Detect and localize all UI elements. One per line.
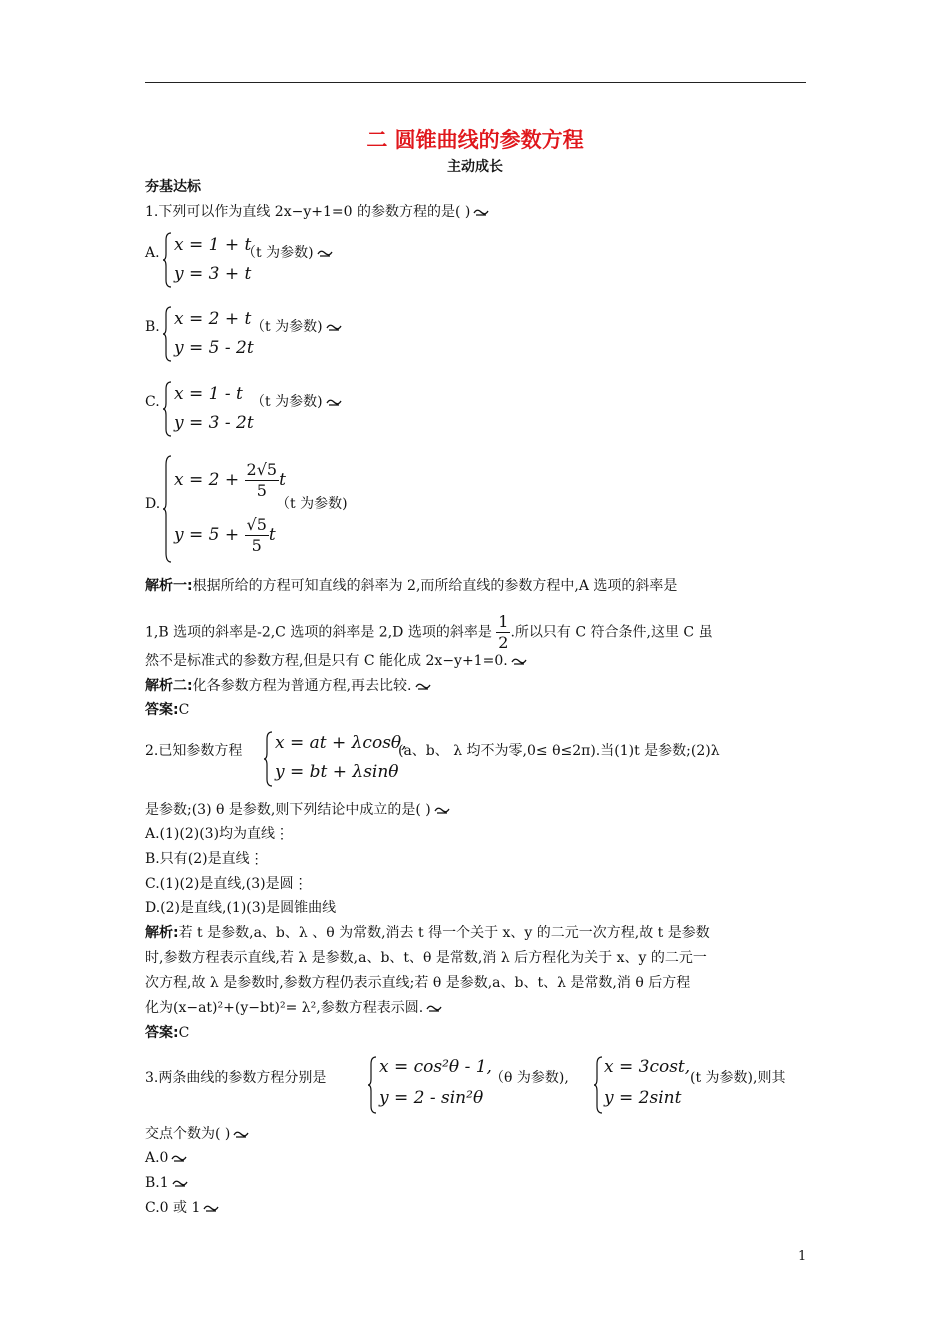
section-label: 夯基达标 — [145, 179, 201, 195]
q1-option-d-eq2-pre: y = 5 + — [174, 525, 240, 545]
q1-option-b-param-text: （t 为参数) — [251, 319, 323, 335]
q3-option-a-text: A.0 — [145, 1150, 169, 1166]
analysis-text: 化各参数方程为普通方程,再去比较. — [192, 678, 412, 694]
brace-icon — [263, 731, 273, 787]
q2-analysis-line3: 次方程,故 λ 是参数时,参数方程仍表示直线;若 θ 是参数,a、b、t、λ 是常数,消 θ 后方程 — [145, 975, 691, 991]
q1-stem-text: 1.下列可以作为直线 2x−y+1=0 的参数方程的是( ) — [145, 204, 471, 220]
q2-stem-post: (a、b、 λ 均不为零,0≤ θ≤2π).当(1)t 是参数;(2)λ — [398, 743, 720, 759]
q2-answer — [145, 1023, 189, 1043]
page-number: 1 — [798, 1249, 807, 1264]
q1-stem — [145, 202, 489, 222]
q2-eq2: y = bt + λsinθ — [275, 762, 399, 782]
answer-label: 答案: — [145, 702, 179, 718]
q1-option-d-eq1-pre: x = 2 + — [174, 470, 240, 490]
q1-option-b-param — [251, 317, 342, 337]
header-rule — [145, 82, 806, 83]
q2-analysis-line2: 时,参数方程表示直线,若 λ 是参数,a、b、t、θ 是常数,消 λ 后方程化为关于 x、y 的二元一 — [145, 950, 707, 966]
q1-analysis2 — [145, 676, 431, 696]
slope-fraction — [496, 612, 510, 653]
q3-option-c — [145, 1198, 219, 1218]
analysis-text: 1,B 选项的斜率是-2,C 选项的斜率是 2,D 选项的斜率是 — [145, 624, 492, 641]
q1-option-a-eq1: x = 1 + t — [174, 235, 252, 255]
analysis-text: 根据所给的方程可知直线的斜率为 2,而所给直线的参数方程中,A 选项的斜率是 — [192, 578, 678, 594]
mark-icon — [233, 1129, 249, 1139]
mark-icon — [171, 1153, 187, 1163]
mark-icon — [326, 397, 342, 407]
fraction-numerator: √5 — [246, 515, 267, 534]
q1-analysis1-line2 — [145, 612, 713, 653]
answer-value: C — [178, 1025, 190, 1041]
q1-option-d-eq2 — [174, 515, 276, 556]
q3-system-b-eq2: y = 2sint — [604, 1088, 682, 1108]
answer-value: C — [178, 702, 190, 718]
brace-icon — [162, 232, 172, 288]
brace-icon — [162, 455, 172, 563]
mark-icon — [326, 322, 342, 332]
q1-option-c-param — [251, 392, 342, 412]
analysis-text: 化为(x−at)²+(y−bt)²= λ²,参数方程表示圆. — [145, 1000, 424, 1016]
q2-stem-line2 — [145, 800, 450, 820]
q1-option-c-eq2: y = 3 - 2t — [174, 413, 254, 433]
q1-option-d-eq1-post: t — [279, 470, 286, 490]
q3-stem-line2-text: 交点个数为( ) — [145, 1126, 231, 1142]
brace-icon — [593, 1056, 603, 1114]
analysis-text: 若 t 是参数,a、b、λ 、θ 为常数,消去 t 得一个关于 x、y 的二元一次方程,故 t 是参数 — [178, 925, 710, 941]
analysis-label: 解析: — [145, 925, 179, 941]
mark-icon — [317, 248, 333, 258]
mark-icon — [426, 1003, 442, 1013]
mark-icon — [203, 1203, 219, 1213]
analysis-text: .所以只有 C 符合条件,这里 C 虽 — [510, 624, 713, 641]
q3-option-b-text: B.1 — [145, 1175, 169, 1191]
q1-analysis1-line3 — [145, 651, 527, 671]
q3-system-a-eq1: x = cos²θ - 1, — [379, 1057, 492, 1077]
mark-icon — [473, 207, 489, 217]
mark-icon — [172, 1178, 188, 1188]
q2-stem-pre: 2.已知参数方程 — [145, 743, 243, 759]
q2-eq1: x = at + λcosθ, — [275, 733, 407, 753]
fraction-denominator: 5 — [256, 481, 267, 500]
q3-option-c-text: C.0 或 1 — [145, 1200, 201, 1216]
mark-icon — [415, 681, 431, 691]
page-subtitle: 主动成长 — [447, 159, 503, 175]
q2-option-c: C.(1)(2)是直线,(3)是圆⋮ — [145, 876, 308, 892]
q3-stem-line2 — [145, 1124, 249, 1144]
answer-label: 答案: — [145, 1025, 179, 1041]
q3-stem-pre: 3.两条曲线的参数方程分别是 — [145, 1070, 327, 1086]
fraction-numerator: 1 — [498, 612, 509, 631]
q2-option-d: D.(2)是直线,(1)(3)是圆锥曲线 — [145, 900, 337, 916]
fraction-denominator: 2 — [498, 633, 509, 652]
mark-icon — [511, 656, 527, 666]
q1-option-a-eq2: y = 3 + t — [174, 264, 252, 284]
q2-stem-line2-text: 是参数;(3) θ 是参数,则下列结论中成立的是( ) — [145, 802, 431, 818]
q3-system-b-eq1: x = 3cost, — [604, 1057, 691, 1077]
q1-analysis1-line1 — [145, 576, 677, 596]
q2-analysis-line4 — [145, 998, 442, 1018]
q1-option-d-eq2-fraction — [245, 515, 269, 556]
q3-system-b-param: (t 为参数),则其 — [690, 1070, 786, 1086]
q1-option-b-eq1: x = 2 + t — [174, 309, 252, 329]
brace-icon — [367, 1056, 377, 1114]
brace-icon — [162, 306, 172, 362]
q1-option-d-param: （t 为参数) — [276, 496, 348, 512]
q2-analysis-line1 — [145, 923, 710, 943]
fraction-numerator: 2√5 — [246, 460, 278, 479]
q3-option-a — [145, 1148, 187, 1168]
q3-option-b — [145, 1173, 188, 1193]
q1-option-d-label: D. — [145, 496, 161, 512]
page-title: 二 圆锥曲线的参数方程 — [366, 128, 584, 152]
q1-option-a-param-text: （t 为参数) — [242, 245, 314, 261]
q3-system-a-eq2: y = 2 - sin²θ — [379, 1088, 484, 1108]
q2-option-b: B.只有(2)是直线⋮ — [145, 851, 264, 867]
q1-option-d-eq1 — [174, 460, 286, 501]
q1-option-d-eq1-fraction — [245, 460, 280, 501]
q1-option-b-label: B. — [145, 319, 160, 335]
fraction-denominator: 5 — [251, 536, 262, 555]
q1-option-c-eq1: x = 1 - t — [174, 384, 243, 404]
q3-system-a-param: （θ 为参数), — [490, 1070, 569, 1086]
q1-option-c-param-text: （t 为参数) — [251, 394, 323, 410]
q2-option-a: A.(1)(2)(3)均为直线⋮ — [145, 826, 290, 842]
mark-icon — [434, 805, 450, 815]
q1-option-d-eq2-post: t — [268, 525, 276, 545]
analysis-label: 解析二: — [145, 678, 193, 694]
q1-answer — [145, 700, 189, 720]
q1-option-a-label: A. — [145, 245, 160, 261]
q1-option-c-label: C. — [145, 394, 160, 410]
q1-option-b-eq2: y = 5 - 2t — [174, 338, 254, 358]
brace-icon — [162, 381, 172, 437]
analysis-label: 解析一: — [145, 578, 193, 594]
analysis-text: 然不是标准式的参数方程,但是只有 C 能化成 2x−y+1=0. — [145, 653, 508, 669]
q1-option-a-param — [242, 243, 333, 263]
